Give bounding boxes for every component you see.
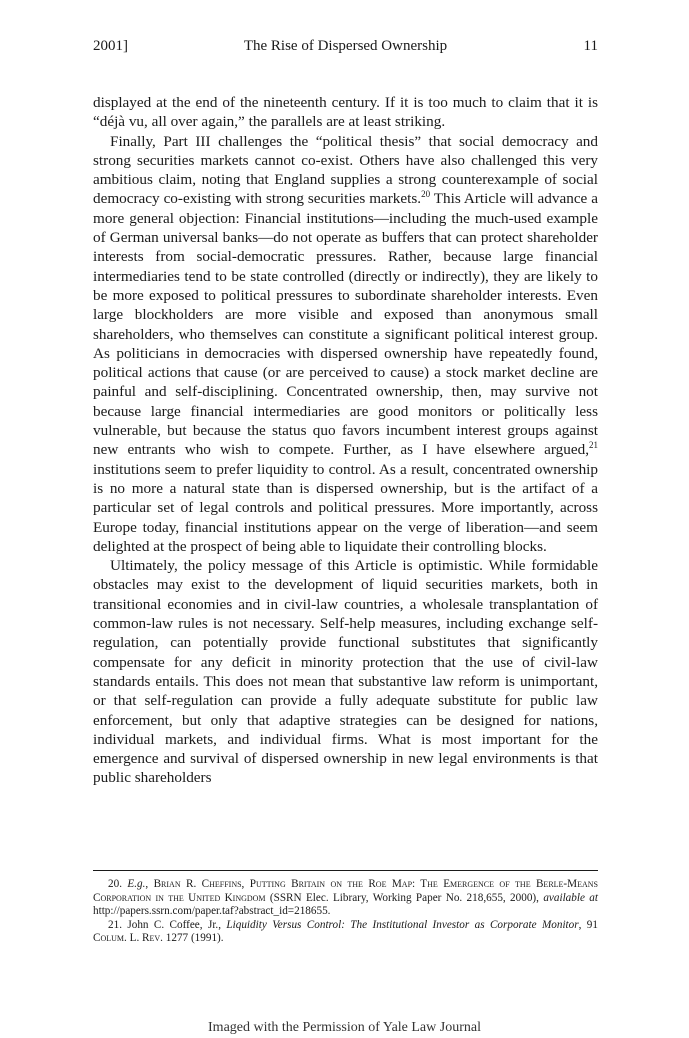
footnote-20-url[interactable]: http://papers.ssrn.com/paper.taf?abstract_id=218655. [93, 905, 331, 918]
footnote-21 [93, 919, 598, 946]
footnote-20-citation: Brian R. Cheffins, Putting Britain on the Roe Map: The Emergence of the Berle-Means Corporation in the United Kingdom [93, 878, 598, 904]
footnote-20-details: (SSRN Elec. Library, Working Paper No. 218,655, 2000), [265, 891, 544, 904]
article-body [93, 93, 598, 788]
paragraph-2-part-a: Finally, Part III challenges the “political thesis” that social democracy and strong securities markets cannot co-exist. Others have also challenged this very ambitious claim, noting that England supplies a strong counterexample of social democracy co-existing with strong securities markets. [93, 132, 598, 208]
paragraph-3: Ultimately, the policy message of this Article is optimistic. While formidable obstacles may exist to the development of liquid securities markets, both in transitional economies and in civil-law countries, a wholesale transplantation of common-law rules is not necessary. Self-help measures, including exchange self-regulation, can potentially provide functional substitutes that significantly compensate for any deficit in minority protection that the use of civil-law standards entails. This does not mean that substantive law reform is unimportant, or that self-regulation can provide a fully adequate substitute for public law enforcement, but only that adaptive strategies can be designed for nations, individual markets, and individual firms. What is most important for the emergence and survival of dispersed ownership in new legal environments is that public shareholders [93, 557, 598, 787]
footnote-20-available-at: available at [543, 891, 598, 904]
footnote-divider [93, 870, 598, 871]
paragraph-2-part-b: This Article will advance a more general objection: Financial institutions—including the much-used example of German universal banks—do not operate as buffers that can protect shareholder interests from social-democratic pressures. Rather, because large financial intermediaries tend to be state controlled (directly or indirectly), they are likely to be more exposed to political pressures to subordinate shareholder interests. Even large blockholders are more visible and exposed than anonymous small shareholders, who themselves can constitute a significant political interest group. As politicians in democracies with dispersed ownership have repeatedly found, political actions that cause (or are perceived to cause) a stock market decline are painful and self-disciplining. Concentrated ownership, then, may survive not because large financial intermediaries are good monitors or politically less vulnerable, but because the status quo favors incumbent interest groups against new entrants who wish to compete. Further, as I have elsewhere argued, [93, 190, 598, 459]
paragraph-2-part-c: institutions seem to prefer liquidity to control. As a result, concentrated ownership is no more a natural state than is dispersed ownership, but is the artifact of a particular set of legal controls and political pressures. More importantly, across Europe today, financial institutions appear on the verge of liberation—and seem delighted at the prospect of being able to liquidate their controlling blocks. [93, 460, 598, 555]
header-year: 2001] [93, 38, 128, 54]
footnote-21-volume: , 91 [578, 918, 598, 931]
header-title: The Rise of Dispersed Ownership [243, 38, 448, 54]
footnote-20: 20. E.g., Brian R. Cheffins, Putting Britain on the Roe Map: The Emergence of the Berle-Means Corporation in the United Kingdom (SSRN Elec. Library, Working Paper No. 218,655, 2000), available at http://papers.ssrn.com/paper.taf?abstract_id=218655. [93, 878, 598, 918]
paragraph-1: displayed at the end of the nineteenth century. If it is too much to claim that it is “déjà vu, all over again,” the parallels are at least striking. [93, 94, 598, 131]
footnote-21-title: Liquidity Versus Control: The Institutional Investor as Corporate Monitor [226, 918, 579, 931]
footnote-21-details: 1277 (1991). [162, 932, 224, 945]
permission-footer: Imaged with the Permission of Yale Law Journal [208, 1020, 481, 1035]
footnote-21-number: 21. [108, 918, 122, 931]
footnote-20-eg: E.g. [127, 878, 146, 890]
footnote-21-author: John C. Coffee, Jr., [121, 918, 227, 931]
running-header [93, 38, 598, 58]
footnote-20-number: 20. [108, 878, 122, 890]
header-page-number: 11 [583, 38, 598, 54]
paragraph-2 [93, 132, 598, 557]
footnote-21-journal: Colum. L. Rev. [93, 932, 163, 945]
footnote-ref-21: 21 [589, 440, 598, 451]
footnotes [93, 878, 598, 946]
footnote-ref-20: 20 [421, 189, 431, 200]
